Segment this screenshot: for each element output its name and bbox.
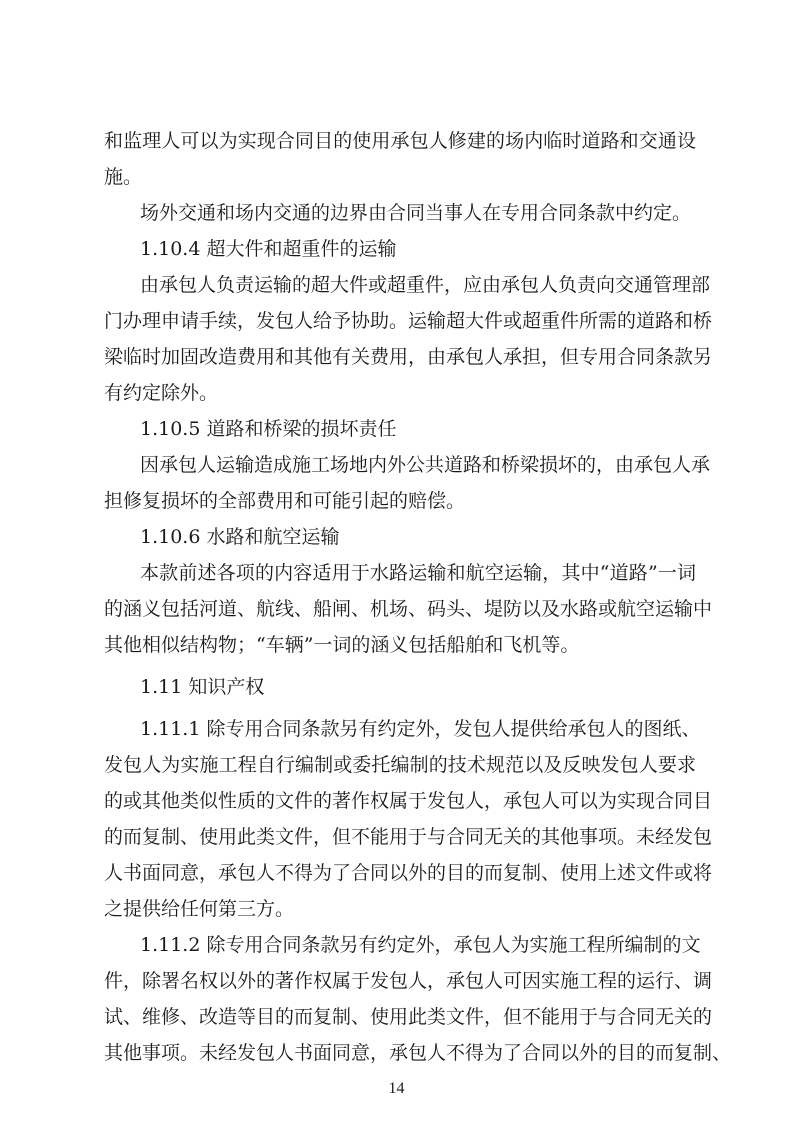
section-heading: 1.11 知识产权 <box>140 676 265 698</box>
text-line: 的或其他类似性质的文件的著作权属于发包人，承包人可以为实现合同目 <box>104 790 713 812</box>
text-line: 发包人为实施工程自行编制或委托编制的技术规范以及反映发包人要求 <box>104 754 696 776</box>
text-line: 本款前述各项的内容适用于水路运输和航空运输，其中“道路”一词 <box>140 562 696 584</box>
text-line: 件，除署名权以外的著作权属于发包人，承包人可因实施工程的运行、调 <box>104 970 713 992</box>
text-line: 担修复损坏的全部费用和可能引起的赔偿。 <box>104 490 466 512</box>
text-line: 试、维修、改造等目的而复制、使用此类文件，但不能用于与合同无关的 <box>104 1006 713 1028</box>
text-line: 的而复制、使用此类文件，但不能用于与合同无关的其他事项。未经发包 <box>104 826 713 848</box>
text-line: 有约定除外。 <box>104 382 219 404</box>
text-line: 因承包人运输造成施工场地内外公共道路和桥梁损坏的，由承包人承 <box>140 454 711 476</box>
page-number: 14 <box>388 1080 405 1097</box>
text-line: 人书面同意，承包人不得为了合同以外的目的而复制、使用上述文件或将 <box>104 862 713 884</box>
text-line: 的涵义包括河道、航线、船闸、机场、码头、堤防以及水路或航空运输中 <box>104 598 713 620</box>
text-line: 其他事项。未经发包人书面同意，承包人不得为了合同以外的目的而复制、 <box>104 1042 732 1064</box>
text-line: 场外交通和场内交通的边界由合同当事人在专用合同条款中约定。 <box>140 202 692 224</box>
text-line: 门办理申请手续，发包人给予协助。运输超大件或超重件所需的道路和桥 <box>104 310 713 332</box>
text-line: 梁临时加固改造费用和其他有关费用，由承包人承担，但专用合同条款另 <box>104 346 713 368</box>
text-line: 施。 <box>104 166 143 188</box>
text-line: 1.11.2 除专用合同条款另有约定外，承包人为实施工程所编制的文 <box>140 934 701 956</box>
section-heading: 1.10.5 道路和桥梁的损坏责任 <box>140 418 397 440</box>
text-line: 之提供给任何第三方。 <box>104 898 295 920</box>
text-line: 其他相似结构物；“车辆”一词的涵义包括船舶和飞机等。 <box>104 634 580 656</box>
text-line: 和监理人可以为实现合同目的使用承包人修建的场内临时道路和交通设 <box>104 130 696 152</box>
text-line: 1.11.1 除专用合同条款另有约定外，发包人提供给承包人的图纸、 <box>140 718 701 740</box>
section-heading: 1.10.4 超大件和超重件的运输 <box>140 238 397 260</box>
text-line: 由承包人负责运输的超大件或超重件，应由承包人负责向交通管理部 <box>140 274 711 296</box>
section-heading: 1.10.6 水路和航空运输 <box>140 526 340 548</box>
